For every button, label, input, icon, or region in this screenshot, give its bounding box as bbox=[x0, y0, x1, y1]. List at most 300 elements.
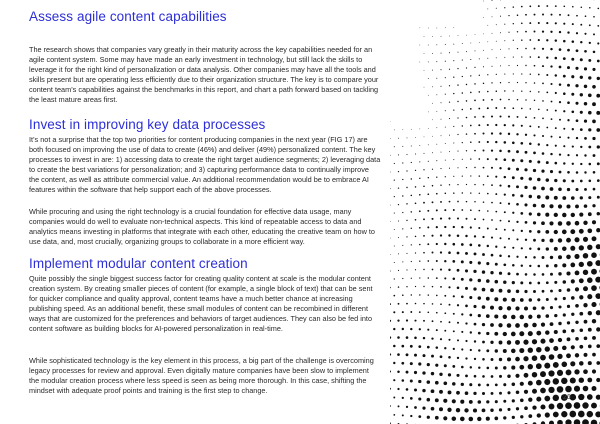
halftone-dot bbox=[487, 25, 488, 26]
halftone-dot bbox=[593, 51, 596, 54]
halftone-dot bbox=[525, 256, 527, 258]
halftone-dot bbox=[432, 252, 434, 254]
halftone-dot bbox=[444, 260, 446, 262]
halftone-dot bbox=[432, 286, 434, 288]
halftone-dot bbox=[571, 110, 574, 113]
halftone-dot bbox=[521, 91, 522, 92]
halftone-dot bbox=[554, 298, 557, 301]
halftone-dot bbox=[473, 287, 476, 290]
halftone-dot bbox=[575, 221, 580, 226]
halftone-dot bbox=[398, 253, 399, 254]
halftone-dot bbox=[486, 417, 490, 421]
halftone-dot bbox=[525, 48, 527, 50]
halftone-dot bbox=[537, 315, 541, 319]
halftone-dot bbox=[521, 39, 523, 41]
halftone-dot bbox=[491, 149, 493, 151]
halftone-dot bbox=[545, 196, 549, 200]
halftone-dot bbox=[390, 336, 391, 338]
halftone-dot bbox=[469, 400, 473, 404]
halftone-dot bbox=[500, 16, 501, 17]
halftone-dot bbox=[436, 94, 437, 95]
halftone-dot bbox=[423, 186, 425, 188]
halftone-dot bbox=[597, 77, 600, 80]
halftone-dot bbox=[512, 176, 515, 179]
halftone-dot bbox=[520, 177, 523, 180]
halftone-dot bbox=[457, 217, 459, 219]
halftone-dot bbox=[542, 65, 544, 67]
halftone-dot bbox=[585, 15, 587, 17]
halftone-dot bbox=[504, 90, 505, 91]
halftone-dot bbox=[449, 201, 451, 203]
halftone-dot bbox=[584, 33, 586, 35]
halftone-dot bbox=[513, 57, 514, 58]
halftone-dot bbox=[508, 185, 511, 188]
halftone-dot bbox=[546, 281, 549, 284]
halftone-dot bbox=[575, 321, 578, 324]
halftone-dot bbox=[571, 196, 575, 200]
halftone-dot bbox=[589, 163, 592, 166]
halftone-dot bbox=[474, 100, 476, 102]
halftone-dot bbox=[542, 118, 544, 120]
halftone-dot bbox=[441, 119, 442, 120]
halftone-dot bbox=[569, 411, 576, 418]
halftone-dot bbox=[534, 65, 536, 67]
halftone-dot bbox=[584, 50, 587, 53]
halftone-dot bbox=[436, 243, 438, 245]
halftone-dot bbox=[394, 229, 395, 230]
halftone-dot bbox=[423, 169, 424, 170]
halftone-dot bbox=[445, 193, 447, 195]
halftone-dot bbox=[546, 264, 549, 267]
halftone-dot bbox=[533, 204, 537, 208]
halftone-dot bbox=[479, 175, 480, 176]
halftone-dot bbox=[504, 124, 506, 126]
halftone-dot bbox=[528, 348, 533, 353]
halftone-dot bbox=[550, 290, 553, 293]
halftone-dot bbox=[411, 261, 412, 262]
halftone-dot bbox=[595, 411, 600, 417]
halftone-dot bbox=[596, 128, 600, 132]
halftone-dot bbox=[546, 39, 548, 41]
halftone-dot bbox=[443, 399, 447, 403]
halftone-dot bbox=[579, 312, 583, 316]
halftone-dot bbox=[398, 204, 399, 205]
halftone-dot bbox=[496, 74, 497, 75]
halftone-dot bbox=[537, 195, 541, 199]
halftone-dot bbox=[490, 306, 494, 310]
halftone-dot bbox=[554, 264, 557, 267]
halftone-dot bbox=[593, 154, 596, 157]
halftone-dot bbox=[508, 272, 511, 275]
halftone-dot bbox=[393, 311, 395, 313]
halftone-dot bbox=[393, 379, 395, 381]
halftone-dot bbox=[427, 346, 430, 349]
halftone-dot bbox=[398, 154, 399, 155]
halftone-dot bbox=[592, 137, 595, 140]
halftone-dot bbox=[443, 381, 447, 385]
halftone-dot bbox=[589, 24, 591, 26]
halftone-dot bbox=[411, 211, 413, 213]
halftone-dot bbox=[499, 115, 501, 117]
halftone-dot bbox=[457, 234, 460, 237]
halftone-dot bbox=[565, 419, 571, 424]
halftone-dot bbox=[580, 328, 584, 332]
halftone-dot bbox=[508, 65, 509, 66]
halftone-dot bbox=[584, 336, 588, 340]
halftone-dot bbox=[478, 400, 482, 404]
halftone-dot bbox=[444, 209, 446, 211]
halftone-dot bbox=[595, 293, 600, 299]
halftone-dot bbox=[494, 314, 498, 318]
halftone-dot bbox=[398, 237, 399, 238]
halftone-dot bbox=[436, 277, 438, 279]
halftone-dot bbox=[524, 406, 528, 410]
halftone-dot bbox=[440, 355, 443, 358]
halftone-dot bbox=[537, 247, 540, 250]
halftone-dot bbox=[453, 209, 455, 211]
halftone-dot bbox=[432, 303, 434, 305]
halftone-dot bbox=[554, 162, 557, 165]
halftone-dot bbox=[591, 403, 597, 409]
halftone-dot bbox=[584, 353, 588, 357]
halftone-dot bbox=[571, 279, 575, 283]
halftone-dot bbox=[390, 405, 391, 407]
halftone-dot bbox=[482, 305, 486, 309]
halftone-dot bbox=[579, 213, 583, 217]
halftone-dot bbox=[500, 32, 501, 33]
halftone-dot bbox=[414, 388, 417, 391]
halftone-dot bbox=[507, 323, 512, 328]
halftone-dot bbox=[495, 280, 499, 284]
halftone-dot bbox=[402, 228, 403, 229]
halftone-dot bbox=[411, 129, 412, 130]
halftone-dot bbox=[529, 177, 532, 180]
halftone-dot bbox=[402, 195, 403, 196]
halftone-dot bbox=[562, 330, 566, 334]
halftone-dot bbox=[465, 287, 468, 290]
halftone-dot bbox=[529, 247, 531, 249]
halftone-dot bbox=[492, 0, 493, 1]
halftone-dot bbox=[466, 100, 468, 102]
halftone-dot bbox=[572, 23, 574, 25]
halftone-dot bbox=[588, 93, 592, 97]
halftone-dot bbox=[494, 417, 498, 421]
halftone-dot bbox=[576, 119, 579, 122]
halftone-dot bbox=[424, 137, 425, 138]
halftone-dot bbox=[588, 146, 591, 149]
halftone-dot bbox=[482, 375, 485, 378]
halftone-dot bbox=[500, 65, 501, 66]
halftone-dot bbox=[538, 74, 540, 76]
halftone-dot bbox=[557, 420, 563, 424]
halftone-dot bbox=[432, 201, 434, 203]
halftone-dot bbox=[461, 278, 464, 281]
halftone-dot bbox=[394, 163, 395, 164]
halftone-dot bbox=[487, 91, 489, 93]
halftone-dot bbox=[592, 102, 596, 106]
section-paragraph: It’s not a surprise that the top two priorities for content producing companies in the next year (FIG 17) are both focused on improving the use of data to create (46%) and deliver (49%) personalized content. The key processes to invest in are: 1) accessing data to create the right target audience segments; 2) leveraging data to create the best variations for personalization; and 3) capturing performance data to continually improve the content, as well as attribute commercial value. An additional recommendation would be to embrace AI features within the software that help support each of the above processes. bbox=[29, 135, 381, 195]
halftone-dot bbox=[517, 99, 518, 100]
halftone-dot bbox=[551, 118, 553, 120]
halftone-dot bbox=[592, 120, 596, 124]
halftone-dot bbox=[465, 340, 467, 342]
halftone-dot bbox=[554, 196, 558, 200]
halftone-dot bbox=[592, 236, 597, 241]
halftone-dot bbox=[575, 304, 579, 308]
halftone-dot bbox=[533, 221, 536, 224]
halftone-dot bbox=[503, 332, 507, 336]
halftone-dot bbox=[529, 39, 531, 41]
halftone-dot bbox=[597, 8, 599, 10]
halftone-dot bbox=[431, 337, 433, 339]
halftone-dot bbox=[453, 226, 455, 228]
halftone-dot bbox=[470, 141, 472, 143]
halftone-dot bbox=[529, 195, 532, 198]
halftone-dot bbox=[571, 58, 574, 61]
halftone-dot bbox=[390, 270, 391, 271]
halftone-dot bbox=[512, 212, 514, 214]
halftone-dot bbox=[587, 228, 592, 233]
halftone-dot bbox=[448, 373, 451, 376]
halftone-dot bbox=[533, 306, 537, 310]
halftone-dot bbox=[461, 209, 463, 211]
halftone-dot bbox=[550, 170, 553, 173]
halftone-dot bbox=[406, 406, 408, 408]
halftone-dot bbox=[579, 345, 583, 349]
halftone-dot bbox=[461, 226, 463, 228]
halftone-dot bbox=[500, 202, 502, 204]
halftone-dot bbox=[432, 53, 433, 54]
halftone-dot bbox=[562, 246, 567, 251]
halftone-dot bbox=[529, 230, 532, 233]
halftone-dot bbox=[546, 314, 550, 318]
halftone-dot bbox=[495, 400, 498, 403]
halftone-dot bbox=[597, 162, 600, 165]
halftone-dot bbox=[453, 126, 454, 127]
halftone-dot bbox=[496, 41, 497, 42]
halftone-dot bbox=[419, 311, 421, 313]
halftone-dot bbox=[592, 353, 596, 357]
halftone-dot bbox=[524, 373, 529, 378]
halftone-dot bbox=[580, 128, 583, 131]
halftone-dot bbox=[436, 177, 437, 178]
halftone-dot bbox=[559, 14, 561, 16]
halftone-dot bbox=[390, 171, 391, 172]
halftone-dot bbox=[393, 345, 396, 348]
halftone-dot bbox=[555, 110, 557, 112]
halftone-dot bbox=[503, 298, 507, 302]
halftone-dot bbox=[562, 230, 567, 235]
halftone-dot bbox=[525, 31, 527, 33]
halftone-dot bbox=[441, 53, 442, 54]
halftone-dot bbox=[402, 379, 405, 382]
halftone-dot bbox=[452, 243, 455, 246]
halftone-dot bbox=[495, 176, 497, 178]
halftone-dot bbox=[462, 142, 463, 143]
halftone-dot bbox=[571, 296, 575, 300]
halftone-dot bbox=[562, 263, 566, 267]
halftone-dot bbox=[521, 230, 523, 232]
halftone-dot bbox=[536, 380, 542, 386]
halftone-dot bbox=[415, 236, 417, 238]
halftone-dot bbox=[424, 53, 425, 54]
section-paragraph: While procuring and using the right technology is a crucial foundation for effective data usage, many companies would do well to evaluate non-technical aspects. This kind of repeatable access to data and analytics means investing in platforms that integrate with each other, educating the creative team on how to use data, and, most crucially, organizing groups to collaborate in a more efficient way. bbox=[29, 207, 375, 247]
halftone-dot bbox=[452, 416, 456, 420]
halftone-dot bbox=[445, 176, 446, 177]
halftone-dot bbox=[546, 127, 548, 129]
halftone-dot bbox=[520, 281, 523, 284]
halftone-dot bbox=[390, 155, 391, 156]
halftone-dot bbox=[394, 196, 395, 197]
halftone-dot bbox=[537, 178, 541, 182]
halftone-dot bbox=[520, 398, 524, 402]
halftone-dot bbox=[558, 221, 563, 226]
halftone-dot bbox=[494, 297, 498, 301]
halftone-dot bbox=[562, 362, 568, 368]
halftone-dot bbox=[406, 303, 408, 305]
halftone-dot bbox=[428, 161, 429, 162]
halftone-dot bbox=[423, 269, 424, 270]
halftone-dot bbox=[566, 221, 571, 226]
halftone-dot bbox=[440, 86, 441, 87]
halftone-dot bbox=[402, 146, 403, 147]
halftone-dot bbox=[559, 101, 561, 103]
halftone-dot bbox=[546, 298, 549, 301]
halftone-dot bbox=[537, 230, 540, 233]
halftone-dot bbox=[462, 43, 463, 44]
halftone-dot bbox=[579, 377, 584, 382]
halftone-dot bbox=[390, 188, 391, 189]
halftone-dot bbox=[393, 328, 395, 330]
halftone-dot bbox=[576, 137, 578, 139]
halftone-dot bbox=[441, 102, 442, 103]
halftone-dot bbox=[479, 42, 480, 43]
halftone-dot bbox=[486, 400, 489, 403]
halftone-dot bbox=[555, 22, 557, 24]
halftone-dot bbox=[536, 363, 542, 369]
halftone-dot bbox=[470, 209, 472, 211]
halftone-dot bbox=[482, 392, 485, 395]
halftone-dot bbox=[529, 282, 532, 285]
halftone-dot bbox=[411, 244, 412, 245]
halftone-dot bbox=[398, 405, 400, 407]
halftone-dot bbox=[550, 48, 552, 50]
halftone-dot bbox=[465, 322, 467, 324]
halftone-dot bbox=[499, 254, 502, 257]
halftone-dot bbox=[534, 31, 536, 33]
halftone-dot bbox=[520, 194, 523, 197]
halftone-dot bbox=[402, 129, 403, 130]
halftone-dot bbox=[432, 36, 433, 37]
halftone-dot bbox=[436, 160, 437, 161]
halftone-dot bbox=[596, 244, 600, 249]
halftone-dot bbox=[460, 417, 465, 422]
halftone-dot bbox=[436, 61, 437, 62]
halftone-dot bbox=[528, 381, 533, 386]
halftone-dot bbox=[410, 311, 412, 313]
halftone-dot bbox=[478, 91, 480, 93]
halftone-dot bbox=[461, 366, 464, 369]
halftone-dot bbox=[462, 176, 463, 177]
halftone-dot bbox=[528, 331, 533, 336]
halftone-dot bbox=[462, 92, 464, 94]
halftone-dot bbox=[491, 184, 493, 186]
halftone-dot bbox=[571, 329, 574, 332]
section-paragraph: The research shows that companies vary greatly in their maturity across the key capabilities needed for an agile content system. Some may have made an early investment in technology, but still lack the skills to leverage it for the right kind of personalization or data analysis. Other companies may have all the tools and skills present but are operating less efficiently due to their organization structure. The key is to compare your content team’s capabilities against the benchmarks in this report, and chart a path forward based on tackling the least mature areas first. bbox=[29, 45, 379, 105]
halftone-dot bbox=[406, 220, 407, 221]
halftone-dot bbox=[449, 36, 450, 37]
halftone-dot bbox=[406, 286, 407, 287]
halftone-dot bbox=[427, 329, 429, 331]
halftone-dot bbox=[540, 339, 545, 344]
halftone-dot bbox=[449, 184, 450, 185]
halftone-dot bbox=[515, 374, 519, 378]
halftone-dot bbox=[436, 329, 438, 331]
halftone-dot bbox=[533, 169, 536, 172]
halftone-dot bbox=[393, 414, 395, 416]
halftone-dot bbox=[470, 366, 472, 368]
halftone-dot bbox=[424, 153, 425, 154]
halftone-dot bbox=[457, 339, 459, 341]
halftone-dot bbox=[390, 287, 391, 289]
halftone-dot bbox=[567, 49, 570, 52]
halftone-dot bbox=[402, 212, 403, 213]
halftone-dot bbox=[541, 187, 545, 191]
halftone-dot bbox=[558, 204, 562, 208]
halftone-dot bbox=[475, 50, 476, 51]
halftone-dot bbox=[393, 362, 395, 364]
halftone-dot bbox=[559, 66, 562, 69]
halftone-dot bbox=[496, 24, 497, 25]
halftone-dot bbox=[448, 390, 452, 394]
halftone-dot bbox=[596, 228, 600, 232]
halftone-dot bbox=[491, 254, 494, 257]
halftone-dot bbox=[432, 119, 433, 120]
halftone-dot bbox=[504, 194, 506, 196]
halftone-dot bbox=[537, 282, 540, 285]
halftone-dot bbox=[550, 322, 554, 326]
halftone-dot bbox=[474, 150, 476, 152]
halftone-dot bbox=[444, 364, 447, 367]
halftone-dot bbox=[406, 319, 408, 321]
halftone-dot bbox=[584, 85, 587, 88]
halftone-dot bbox=[482, 341, 485, 344]
halftone-dot bbox=[415, 252, 416, 253]
halftone-dot bbox=[584, 154, 586, 156]
halftone-dot bbox=[545, 330, 549, 334]
halftone-dot bbox=[390, 205, 391, 206]
halftone-dot bbox=[394, 146, 395, 147]
halftone-dot bbox=[418, 397, 421, 400]
halftone-dot bbox=[592, 204, 595, 207]
halftone-dot bbox=[587, 394, 593, 400]
halftone-dot bbox=[415, 303, 417, 305]
halftone-dot bbox=[418, 380, 421, 383]
halftone-dot bbox=[554, 179, 557, 182]
halftone-dot bbox=[574, 386, 580, 392]
halftone-dot bbox=[584, 204, 588, 208]
halftone-dot bbox=[563, 179, 566, 182]
halftone-dot bbox=[406, 253, 407, 254]
halftone-dot bbox=[570, 246, 575, 251]
halftone-dot bbox=[549, 421, 554, 424]
halftone-dot bbox=[504, 74, 505, 75]
halftone-dot bbox=[490, 323, 494, 327]
halftone-dot bbox=[499, 132, 501, 134]
halftone-dot bbox=[499, 375, 502, 378]
halftone-dot bbox=[453, 192, 455, 194]
halftone-dot bbox=[445, 160, 446, 161]
